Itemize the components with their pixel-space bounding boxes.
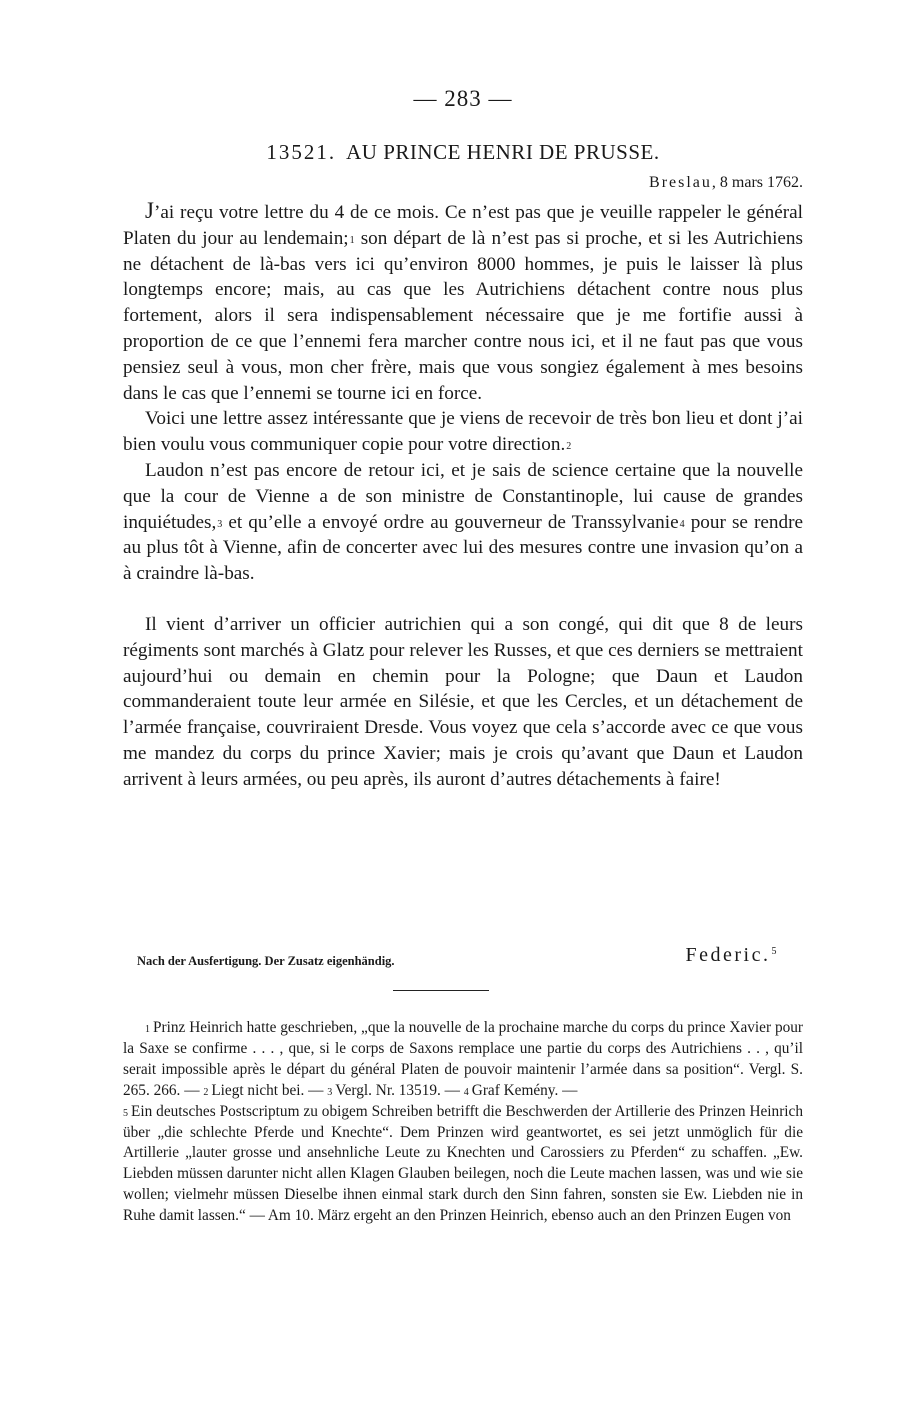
paragraph-1 [123, 198, 803, 406]
closing-row [123, 944, 803, 974]
footnote-block [123, 1018, 803, 1102]
footnote-mark-4: 4 [463, 1086, 469, 1098]
footnote-ref-3: 3 [217, 518, 223, 530]
footnote-ref-1: 1 [349, 234, 355, 246]
signature [686, 944, 779, 967]
footnote-block-5 [123, 1102, 803, 1227]
footnote-4: Graf Kemény. — [471, 1081, 578, 1099]
paragraph-text: ’ai reçu votre lettre du 4 de ce mois. Ce n’est pas que je veuille rappeler le général Platen du jour au lendemain; [123, 202, 803, 249]
letter-number: 13521. [266, 140, 337, 164]
paragraph-text: Laudon n’est pas encore de retour ici, et je sais de science certaine que la nouvelle que la cour de Vienne a de son ministre de Constantinople, lui cause de grandes inquiétudes, [123, 459, 803, 533]
footnote-mark-5: 5 [123, 1107, 128, 1119]
footnote-ref-5: 5 [771, 946, 779, 957]
letter-recipient: AU PRINCE HENRI DE PRUSSE. [346, 140, 660, 164]
paragraph-text: pour se rendre au plus tôt à Vienne, afin de concerter avec lui des mesures contre une invasion qu’on a à craindre là-bas. [123, 511, 804, 585]
letter-title [123, 140, 803, 165]
footnote-3: Vergl. Nr. 13519. — [335, 1081, 464, 1099]
letter-body [123, 198, 803, 793]
footnote-ref-2: 2 [566, 441, 572, 453]
paragraph-text: Il vient d’arriver un officier autrichien qui a son congé, qui dit que 8 de leurs régiments sont marchés à Glatz pour relever les Russes, et que ces derniers se mettraient aujourd’hui ou demain en chemin pour la Pologne; que Daun et Laudon commanderaient toute leur armée en Silésie, et que les Cercles, et un détachement de l’armée française, couvriraient Dresde. Vous voyez que cela s’accorde avec ce que vous me mandez du corps du prince Xavier; mais je crois qu’avant que Daun et Laudon arrivent à leurs armées, ou peu après, ils auront d’autres détachements à faire! [123, 613, 803, 790]
dateline [649, 174, 803, 192]
footnote-2: Liegt nicht bei. — [211, 1081, 328, 1099]
footnote-ref-4: 4 [679, 518, 685, 530]
source-note: Nach der Ausfertigung. Der Zusatz eigenhändig. [137, 954, 395, 968]
page-number: — 283 — [413, 86, 513, 111]
paragraph-3 [123, 458, 803, 587]
footnote-mark-2: 2 [203, 1086, 209, 1098]
footnote-mark-3: 3 [327, 1086, 333, 1098]
footnote-mark-1: 1 [145, 1024, 150, 1035]
dateline-date: , 8 mars 1762. [711, 174, 803, 191]
dateline-city: Breslau [649, 174, 712, 191]
paragraph-4 [123, 612, 803, 793]
signature-name: Federic. [685, 944, 771, 966]
footnote-1: Prinz Heinrich hatte geschrieben, „que la nouvelle de la prochaine marche du corps du prince Xavier pour la Saxe se confirme . . . , que, si le corps de Saxons remplace une partie du corps des Autrichiens . . , qu’il serait impossible après le départ du général Platen de pouvoir maintenir l’armée dans sa position“. Vergl. S. 265. 266. — [123, 1019, 803, 1099]
paragraph-2 [123, 406, 803, 458]
footnote-divider [393, 990, 489, 991]
paragraph-text: son départ de là n’est pas si proche, et si les Autrichiens ne détachent de là-bas vers ici qu’environ 8000 hommes, je puis le laisser là plus longtemps encore; mais, au cas que les Autrichiens détachent contre nous plus fortement, alors il sera indispensablement nécessaire que je me fortifie aussi à proportion de ce que l’ennemi fera marcher contre nous ici, et il ne faut pas que vous pensiez seul à vous, mon cher frère, mais que vous songiez également à mes besoins dans le cas que l’ennemi se tourne ici en force. [123, 227, 803, 404]
paragraph-text: et qu’elle a envoyé ordre au gouverneur de Transsylvanie [222, 511, 679, 533]
footnote-5: Ein deutsches Postscriptum zu obigem Schreiben betrifft die Beschwerden der Artillerie des Prinzen Heinrich über „die schlechte Pferde und Knechte“. Dem Prinzen wird geantwortet, es sei jetzt unmöglich für die Artillerie „lauter grosse und ansehnliche Leute zu Knechten und Carossiers zu Pferden“ zu schaffen. „Ew. Liebden müssen darunter nicht allen Klagen Glauben beilegen, noch die Leute machen lassen, was und wie sie wollen; vielmehr müssen Dieselbe ihnen einmal stark durch den Sinn fahren, sonsten sie Ew. Liebden nie in Ruhe damit lassen.“ — Am 10. März ergeht an den Prinzen Heinrich, ebenso auch an den Prinzen Eugen von [123, 1102, 803, 1225]
paragraph-initial: J [145, 198, 154, 223]
paragraph-text: Voici une lettre assez intéressante que je viens de recevoir de très bon lieu et dont j’ai bien voulu vous communiquer copie pour votre direction. [123, 408, 803, 456]
footnotes [123, 1018, 803, 1227]
